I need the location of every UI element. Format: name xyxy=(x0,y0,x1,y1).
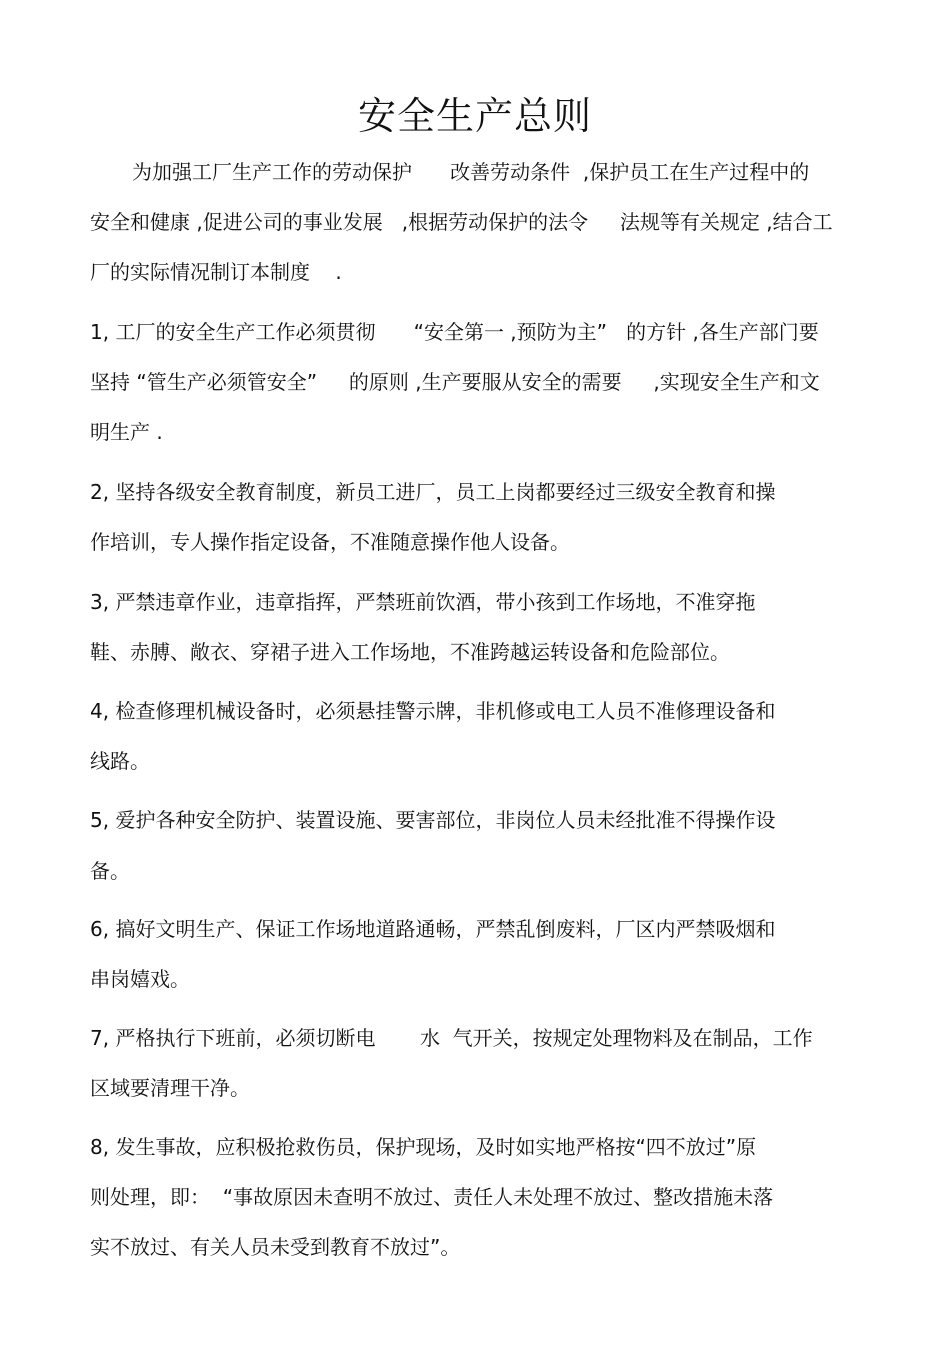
rule-line: 2, 坚持各级安全教育制度，新员工进厂，员工上岗都要经过三级安全教育和操 xyxy=(90,480,776,504)
rule-line: 则处理，即： “事故原因未查明不放过、责任人未处理不放过、整改措施未落 xyxy=(90,1185,774,1209)
rule-line: 区域要清理干净。 xyxy=(90,1076,250,1100)
document-title: 安全生产总则 xyxy=(357,94,592,138)
rule-line: 明生产 . xyxy=(90,420,163,444)
rule-line: 备。 xyxy=(90,859,130,883)
rule-line: 实不放过、有关人员未受到教育不放过”。 xyxy=(90,1235,461,1259)
rule-line: 7, 严格执行下班前，必须切断电 水 气开关，按规定处理物料及在制品，工作 xyxy=(90,1026,813,1050)
rule-line: 1, 工厂的安全生产工作必须贯彻 “安全第一 ,预防为主” 的方针 ,各生产部门要 xyxy=(90,320,819,344)
rule-line: 6, 搞好文明生产、保证工作场地道路通畅，严禁乱倒废料，厂区内严禁吸烟和 xyxy=(90,917,776,941)
rule-line: 坚持 “管生产必须管安全” 的原则 ,生产要服从安全的需要 ,实现安全生产和文 xyxy=(90,370,820,394)
intro-line: 安全和健康 ,促进公司的事业发展 ,根据劳动保护的法令 法规等有关规定 ,结合工 xyxy=(90,210,833,234)
rule-line: 作培训，专人操作指定设备，不准随意操作他人设备。 xyxy=(90,530,570,554)
rule-line: 串岗嬉戏。 xyxy=(90,967,190,991)
intro-line: 为加强工厂生产工作的劳动保护 改善劳动条件 ,保护员工在生产过程中的 xyxy=(132,160,810,184)
rule-line: 8, 发生事故，应积极抢救伤员，保护现场，及时如实地严格按“四不放过”原 xyxy=(90,1135,757,1159)
intro-line: 厂的实际情况制订本制度 . xyxy=(90,260,342,284)
rule-line: 5, 爱护各种安全防护、装置设施、要害部位，非岗位人员未经批准不得操作设 xyxy=(90,808,776,832)
rule-line: 线路。 xyxy=(90,749,150,773)
rule-line: 4, 检查修理机械设备时，必须悬挂警示牌，非机修或电工人员不准修理设备和 xyxy=(90,699,776,723)
rule-line: 鞋、赤膊、敞衣、穿裙子进入工作场地，不准跨越运转设备和危险部位。 xyxy=(90,640,730,664)
rule-line: 3, 严禁违章作业，违章指挥，严禁班前饮酒，带小孩到工作场地，不准穿拖 xyxy=(90,590,756,614)
